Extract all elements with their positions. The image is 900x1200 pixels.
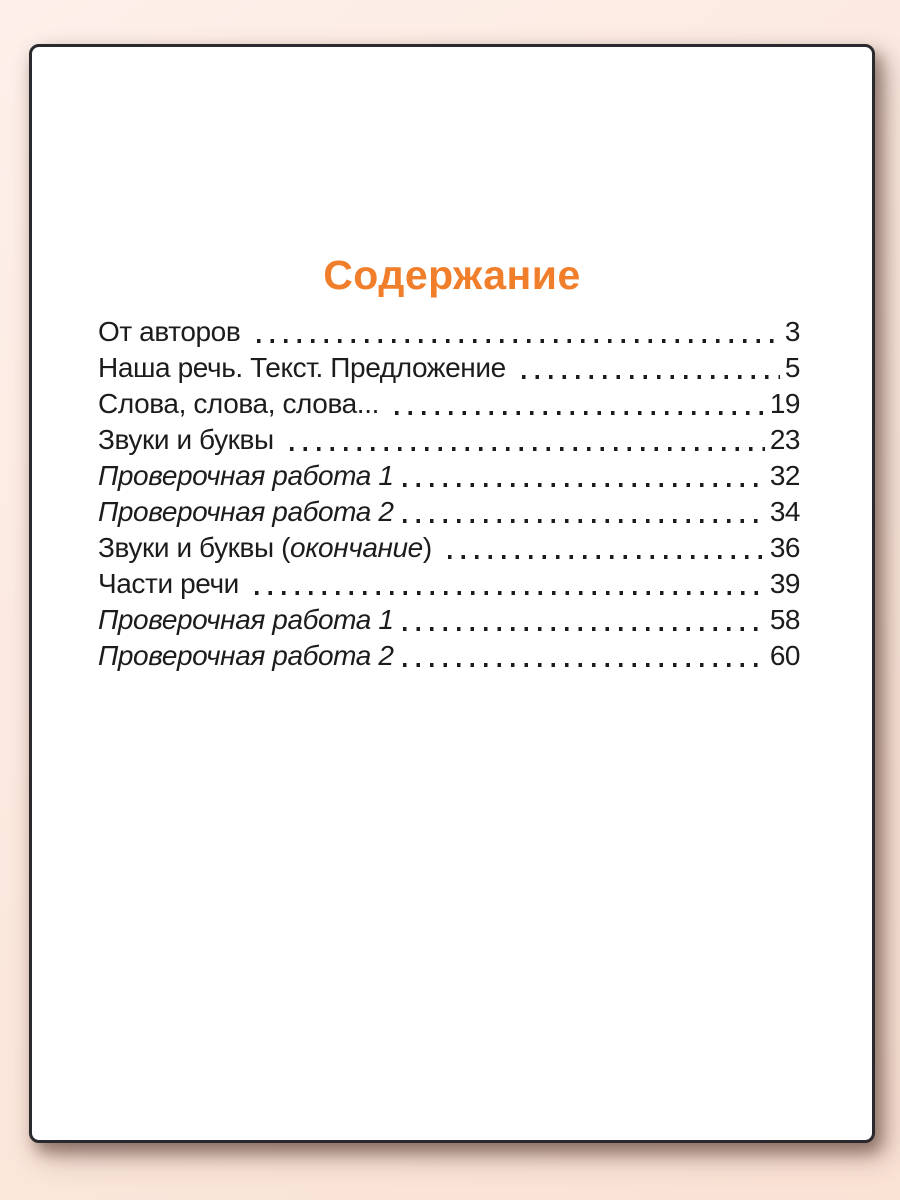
toc-page-number: 58: [769, 604, 800, 635]
toc-entry-title-segment: Проверочная работа 2: [98, 496, 394, 527]
toc-page-number: 19: [769, 388, 800, 419]
toc-dot-leader: [403, 519, 765, 523]
toc-dot-leader: [395, 411, 765, 415]
toc-entry-title: [98, 423, 281, 457]
toc-entry-title-segment: Слова, слова, слова...: [98, 388, 387, 419]
toc-page-number: 36: [769, 532, 800, 563]
toc-entry: [98, 421, 800, 457]
page-title: Содержание: [323, 252, 581, 298]
toc-entry-title-segment: Наша речь. Текст. Предложение: [98, 352, 514, 383]
toc-entry: [98, 637, 800, 673]
toc-entry-title: [98, 351, 513, 385]
toc-entry-title-segment: Части речи: [98, 568, 247, 599]
toc-page-number: 23: [769, 424, 800, 455]
toc-entry: [98, 349, 800, 385]
toc-dot-leader: [257, 339, 780, 343]
toc-entry-title: [98, 387, 386, 421]
toc-entry-title-segment: От авторов: [98, 316, 248, 347]
toc-entry-title-segment: Проверочная работа 1: [98, 460, 394, 491]
toc-dot-leader: [448, 555, 765, 559]
toc-dot-leader: [403, 627, 765, 631]
toc-page-number: 5: [784, 352, 800, 383]
toc-entry-title: [98, 495, 394, 529]
toc-dot-leader: [255, 591, 765, 595]
toc-dot-leader: [522, 375, 780, 379]
toc-entry-title: [98, 603, 394, 637]
toc-entry-title-segment: Звуки и буквы (: [98, 532, 291, 563]
toc-entry: [98, 529, 800, 565]
toc-entry-title: [98, 567, 246, 601]
toc-entry-title-segment: ): [422, 532, 440, 563]
toc-page-number: 3: [784, 316, 800, 347]
toc-entry: [98, 457, 800, 493]
toc-entry-title-segment: окончание: [290, 532, 423, 563]
toc-entry-title-segment: Проверочная работа 2: [98, 640, 394, 671]
toc-entry: [98, 565, 800, 601]
toc-entry: [98, 493, 800, 529]
toc-entry-title: [98, 315, 248, 349]
toc-dot-leader: [403, 663, 765, 667]
toc-page-number: 32: [769, 460, 800, 491]
toc-list: [98, 313, 800, 673]
book-page: [29, 44, 875, 1143]
toc-entry: [98, 601, 800, 637]
toc-dot-leader: [403, 483, 765, 487]
toc-dot-leader: [290, 447, 765, 451]
toc-entry-title: [98, 531, 439, 565]
toc-entry-title: [98, 639, 394, 673]
toc-entry: [98, 385, 800, 421]
toc-entry-title-segment: Звуки и буквы: [98, 424, 282, 455]
toc-page-number: 39: [769, 568, 800, 599]
toc-entry-title-segment: Проверочная работа 1: [98, 604, 394, 635]
toc-entry: [98, 313, 800, 349]
toc-entry-title: [98, 459, 394, 493]
toc-page-number: 60: [769, 640, 800, 671]
toc-page-number: 34: [769, 496, 800, 527]
